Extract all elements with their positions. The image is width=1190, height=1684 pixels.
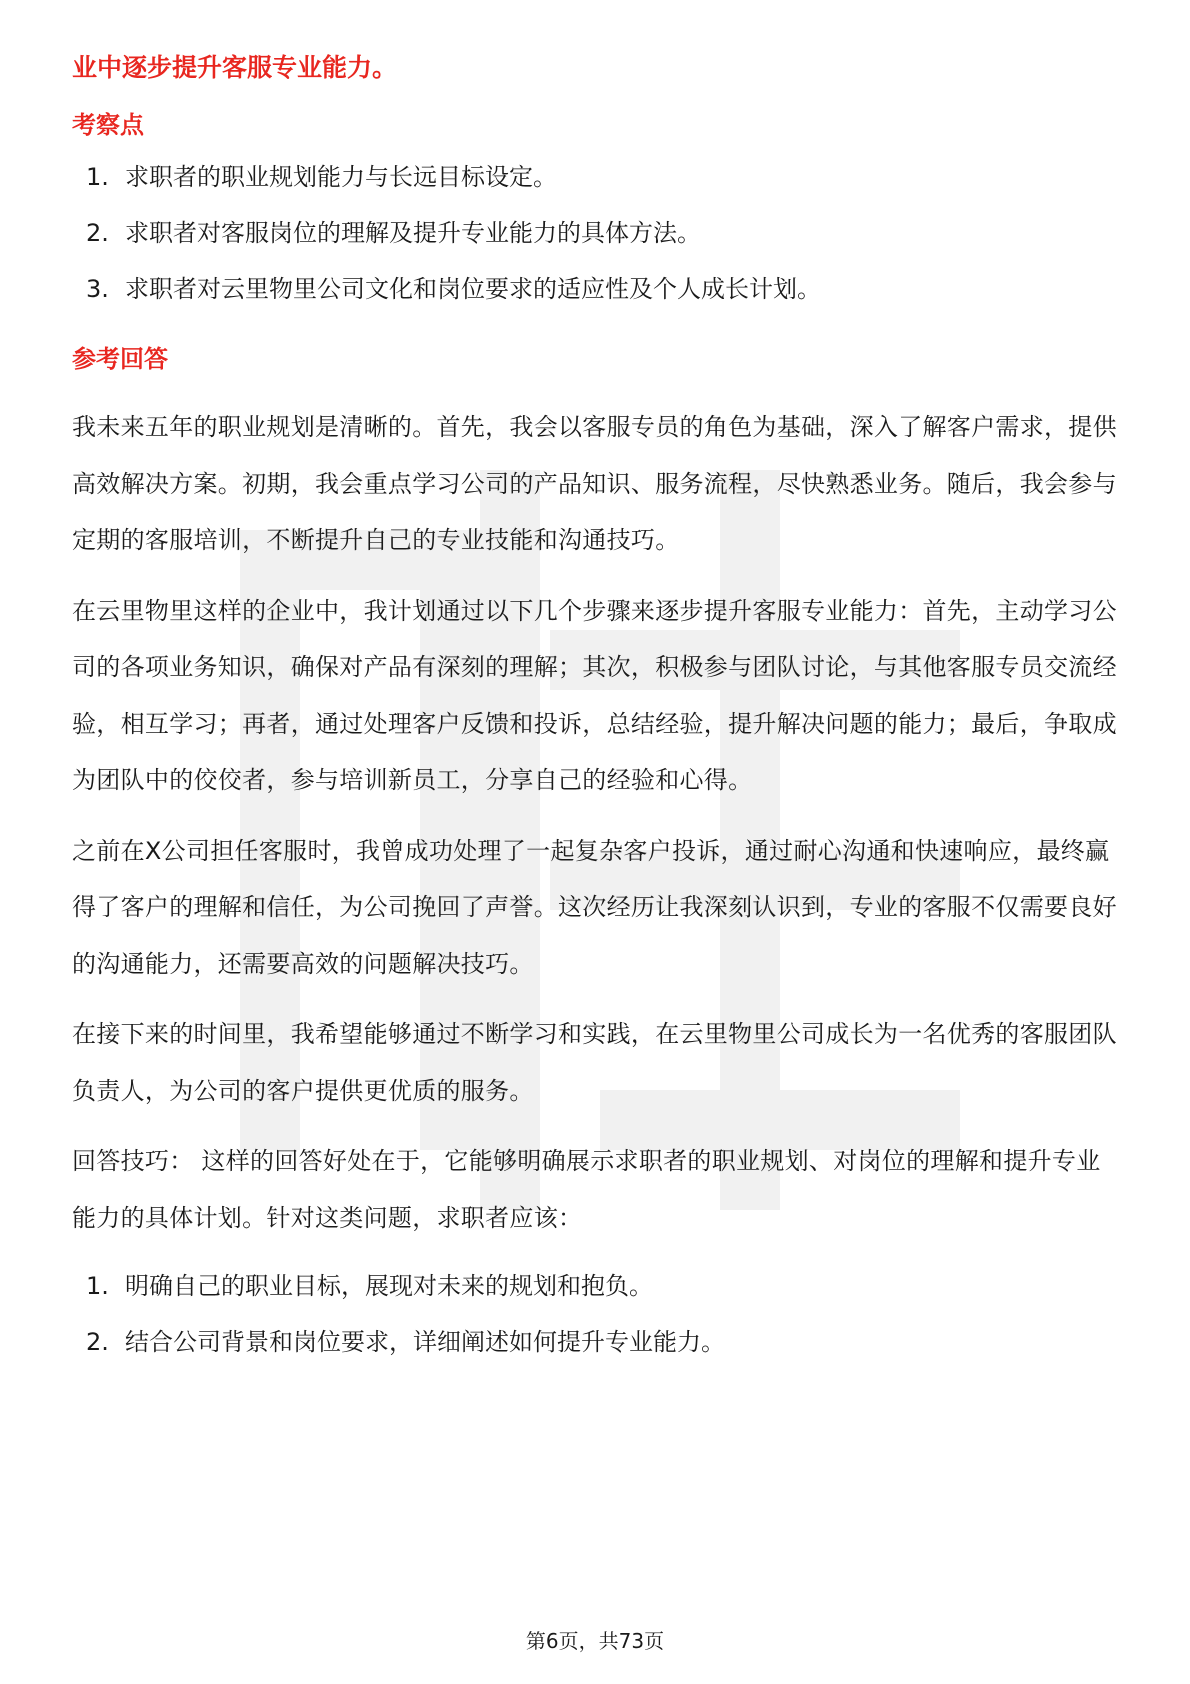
answer-paragraph: 我未来五年的职业规划是清晰的。首先，我会以客服专员的角色为基础，深入了解客户需求，提供高效解决方案。初期，我会重点学习公司的产品知识、服务流程，尽快熟悉业务。随后，我会参与定期的客服培训，不断提升自己的专业技能和沟通技巧。 <box>72 413 1117 554</box>
exam-points-list <box>72 159 1122 307</box>
answer-paragraph: 之前在X公司担任客服时，我曾成功处理了一起复杂客户投诉，通过耐心沟通和快速响应，最终赢得了客户的理解和信任，为公司挽回了声誉。这次经历让我深刻认识到，专业的客服不仅需要良好的沟通能力，还需要高效的问题解决技巧。 <box>72 836 1117 978</box>
list-item <box>72 1268 1122 1304</box>
page-footer: 第6页，共73页 <box>525 1629 665 1653</box>
tips-list <box>72 1268 1122 1360</box>
list-number: 3. <box>86 275 109 303</box>
answer-tips-paragraph: 回答技巧： 这样的回答好处在于，它能够明确展示求职者的职业规划、对岗位的理解和提升专业能力的具体计划。针对这类问题，求职者应该： <box>72 1147 1101 1232</box>
list-item <box>72 271 1122 307</box>
reference-answer-heading: 参考回答 <box>72 345 168 373</box>
lead-line: 业中逐步提升客服专业能力。 <box>72 53 398 82</box>
list-text: 求职者对云里物里公司文化和岗位要求的适应性及个人成长计划。 <box>125 275 821 303</box>
exam-points-heading: 考察点 <box>72 111 144 139</box>
answer-paragraph: 在接下来的时间里，我希望能够通过不断学习和实践，在云里物里公司成长为一名优秀的客服团队负责人，为公司的客户提供更优质的服务。 <box>72 1020 1117 1105</box>
list-text: 求职者的职业规划能力与长远目标设定。 <box>125 163 557 191</box>
list-number: 2. <box>86 1328 109 1356</box>
list-item <box>72 159 1122 195</box>
list-item <box>72 215 1122 251</box>
list-text: 结合公司背景和岗位要求，详细阐述如何提升专业能力。 <box>125 1328 725 1356</box>
list-number: 1. <box>86 1272 109 1300</box>
answer-paragraph: 在云里物里这样的企业中，我计划通过以下几个步骤来逐步提升客服专业能力：首先，主动学习公司的各项业务知识，确保对产品有深刻的理解；其次，积极参与团队讨论，与其他客服专员交流经验，相互学习；再者，通过处理客户反馈和投诉，总结经验，提升解决问题的能力；最后，争取成为团队中的佼佼者，参与培训新员工，分享自己的经验和心得。 <box>72 596 1117 794</box>
list-number: 2. <box>86 219 109 247</box>
list-number: 1. <box>86 163 109 191</box>
list-text: 求职者对客服岗位的理解及提升专业能力的具体方法。 <box>125 219 701 247</box>
document-content <box>72 50 1122 1360</box>
list-text: 明确自己的职业目标，展现对未来的规划和抱负。 <box>125 1272 653 1300</box>
list-item <box>72 1324 1122 1360</box>
